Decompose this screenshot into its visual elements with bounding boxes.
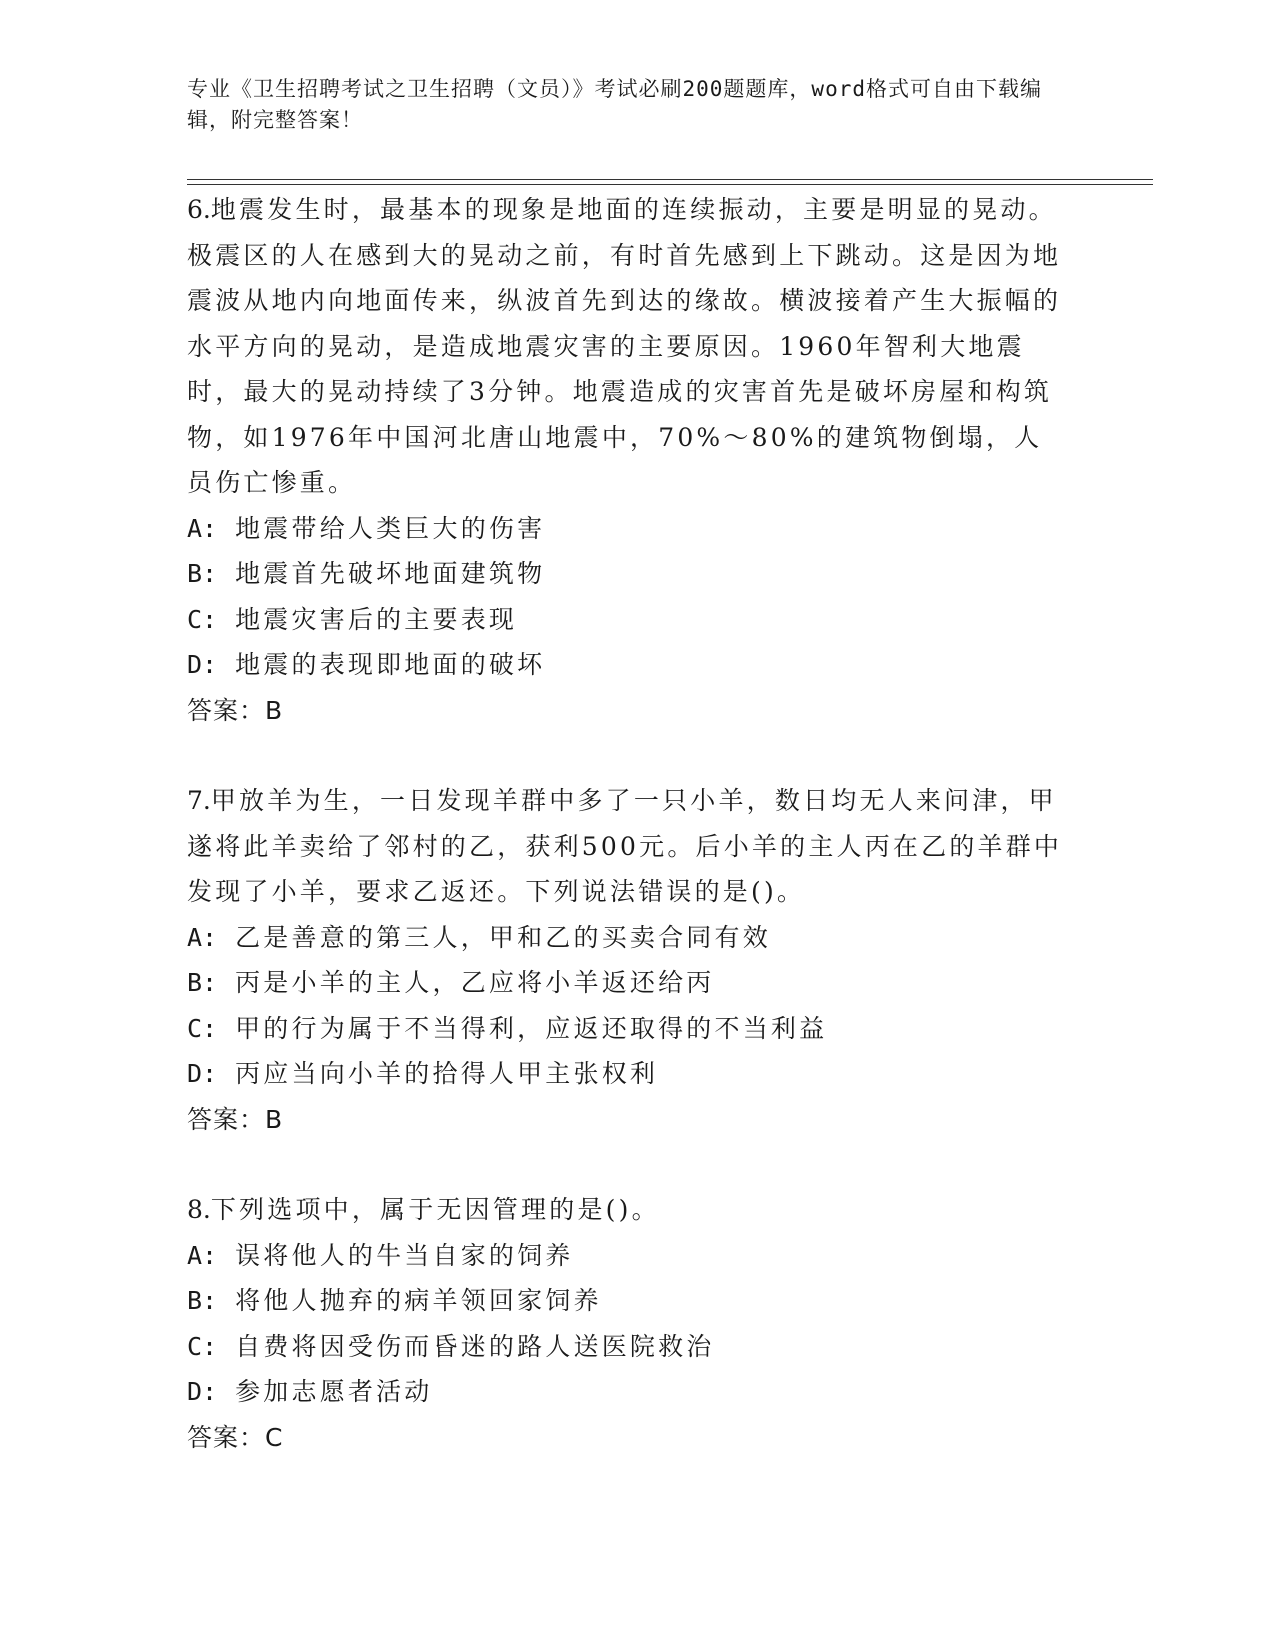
- question-7: [187, 778, 1067, 1142]
- option-text: 甲的行为属于不当得利，应返还取得的不当利益: [235, 1013, 828, 1043]
- answer-label: 答案：B: [187, 695, 284, 725]
- option-key: B:: [187, 968, 218, 997]
- question-text: 甲放羊为生，一日发现羊群中多了一只小羊，数日均无人来问津，甲遂将此羊卖给了邻村的乙，获利500元。后小羊的主人丙在乙的羊群中发现了小羊，要求乙返还。下列说法错误的是()。: [187, 786, 1063, 906]
- option-key: A:: [187, 513, 218, 543]
- option-key: C:: [187, 1331, 218, 1361]
- option-key: A:: [187, 922, 218, 952]
- option-text: 自费将因受伤而昏迷的路人送医院救治: [235, 1331, 715, 1361]
- option-a: [187, 915, 1067, 961]
- option-text: 误将他人的牛当自家的饲养: [235, 1240, 574, 1270]
- question-number: 8.: [187, 1195, 211, 1224]
- question-stem: [187, 1187, 1067, 1233]
- option-b: [187, 551, 1067, 597]
- option-text: 地震灾害后的主要表现: [235, 604, 518, 634]
- option-text: 地震的表现即地面的破坏: [235, 650, 546, 679]
- option-d: [187, 1369, 1067, 1415]
- option-key: C:: [187, 1013, 218, 1043]
- question-6: [187, 187, 1067, 733]
- option-text: 丙应当向小羊的拾得人甲主张权利: [235, 1059, 659, 1088]
- option-key: D:: [187, 650, 218, 679]
- question-gap: [187, 733, 1067, 778]
- answer-label: 答案：C: [187, 1422, 284, 1452]
- option-b: [187, 1278, 1067, 1324]
- question-list: [187, 187, 1067, 1460]
- option-a: [187, 506, 1067, 552]
- option-c: [187, 597, 1067, 643]
- question-text: 地震发生时，最基本的现象是地面的连续振动，主要是明显的晃动。极震区的人在感到大的晃动之前，有时首先感到上下跳动。这是因为地震波从地内向地面传来，纵波首先到达的缘故。横波接着产生大振幅的水平方向的晃动，是造成地震灾害的主要原因。1960年智利大地震时，最大的晃动持续了3分钟。地震造成的灾害首先是破坏房屋和构筑物，如1976年中国河北唐山地震中，70%～80%的建筑物倒塌，人员伤亡惨重。: [187, 195, 1062, 497]
- option-a: [187, 1233, 1067, 1279]
- option-c: [187, 1006, 1067, 1052]
- option-text: 参加志愿者活动: [235, 1377, 433, 1406]
- question-stem: [187, 778, 1067, 915]
- option-key: C:: [187, 604, 218, 634]
- option-text: 将他人抛弃的病羊领回家饲养: [235, 1286, 602, 1315]
- question-gap: [187, 1142, 1067, 1187]
- option-text: 地震带给人类巨大的伤害: [235, 513, 546, 543]
- option-text: 地震首先破坏地面建筑物: [235, 559, 546, 588]
- document-header: 专业《卫生招聘考试之卫生招聘（文员）》考试必刷200题题库，word格式可自由下载编辑，附完整答案！: [187, 77, 1042, 132]
- header-divider-bottom: [187, 184, 1153, 185]
- option-text: 丙是小羊的主人，乙应将小羊返还给丙: [235, 968, 715, 997]
- option-d: [187, 1051, 1067, 1097]
- question-text: 下列选项中，属于无因管理的是()。: [210, 1195, 660, 1224]
- option-text: 乙是善意的第三人，甲和乙的买卖合同有效: [235, 922, 771, 952]
- question-number: 7.: [187, 786, 211, 815]
- question-stem: [187, 187, 1067, 506]
- option-b: [187, 960, 1067, 1006]
- option-key: A:: [187, 1240, 218, 1270]
- option-key: B:: [187, 559, 218, 588]
- option-key: D:: [187, 1377, 218, 1406]
- header-divider-top: [187, 179, 1153, 180]
- option-key: B:: [187, 1286, 218, 1315]
- question-8: [187, 1187, 1067, 1460]
- question-number: 6.: [187, 195, 211, 224]
- option-key: D:: [187, 1059, 218, 1088]
- answer-label: 答案：B: [187, 1104, 284, 1134]
- option-d: [187, 642, 1067, 688]
- option-c: [187, 1324, 1067, 1370]
